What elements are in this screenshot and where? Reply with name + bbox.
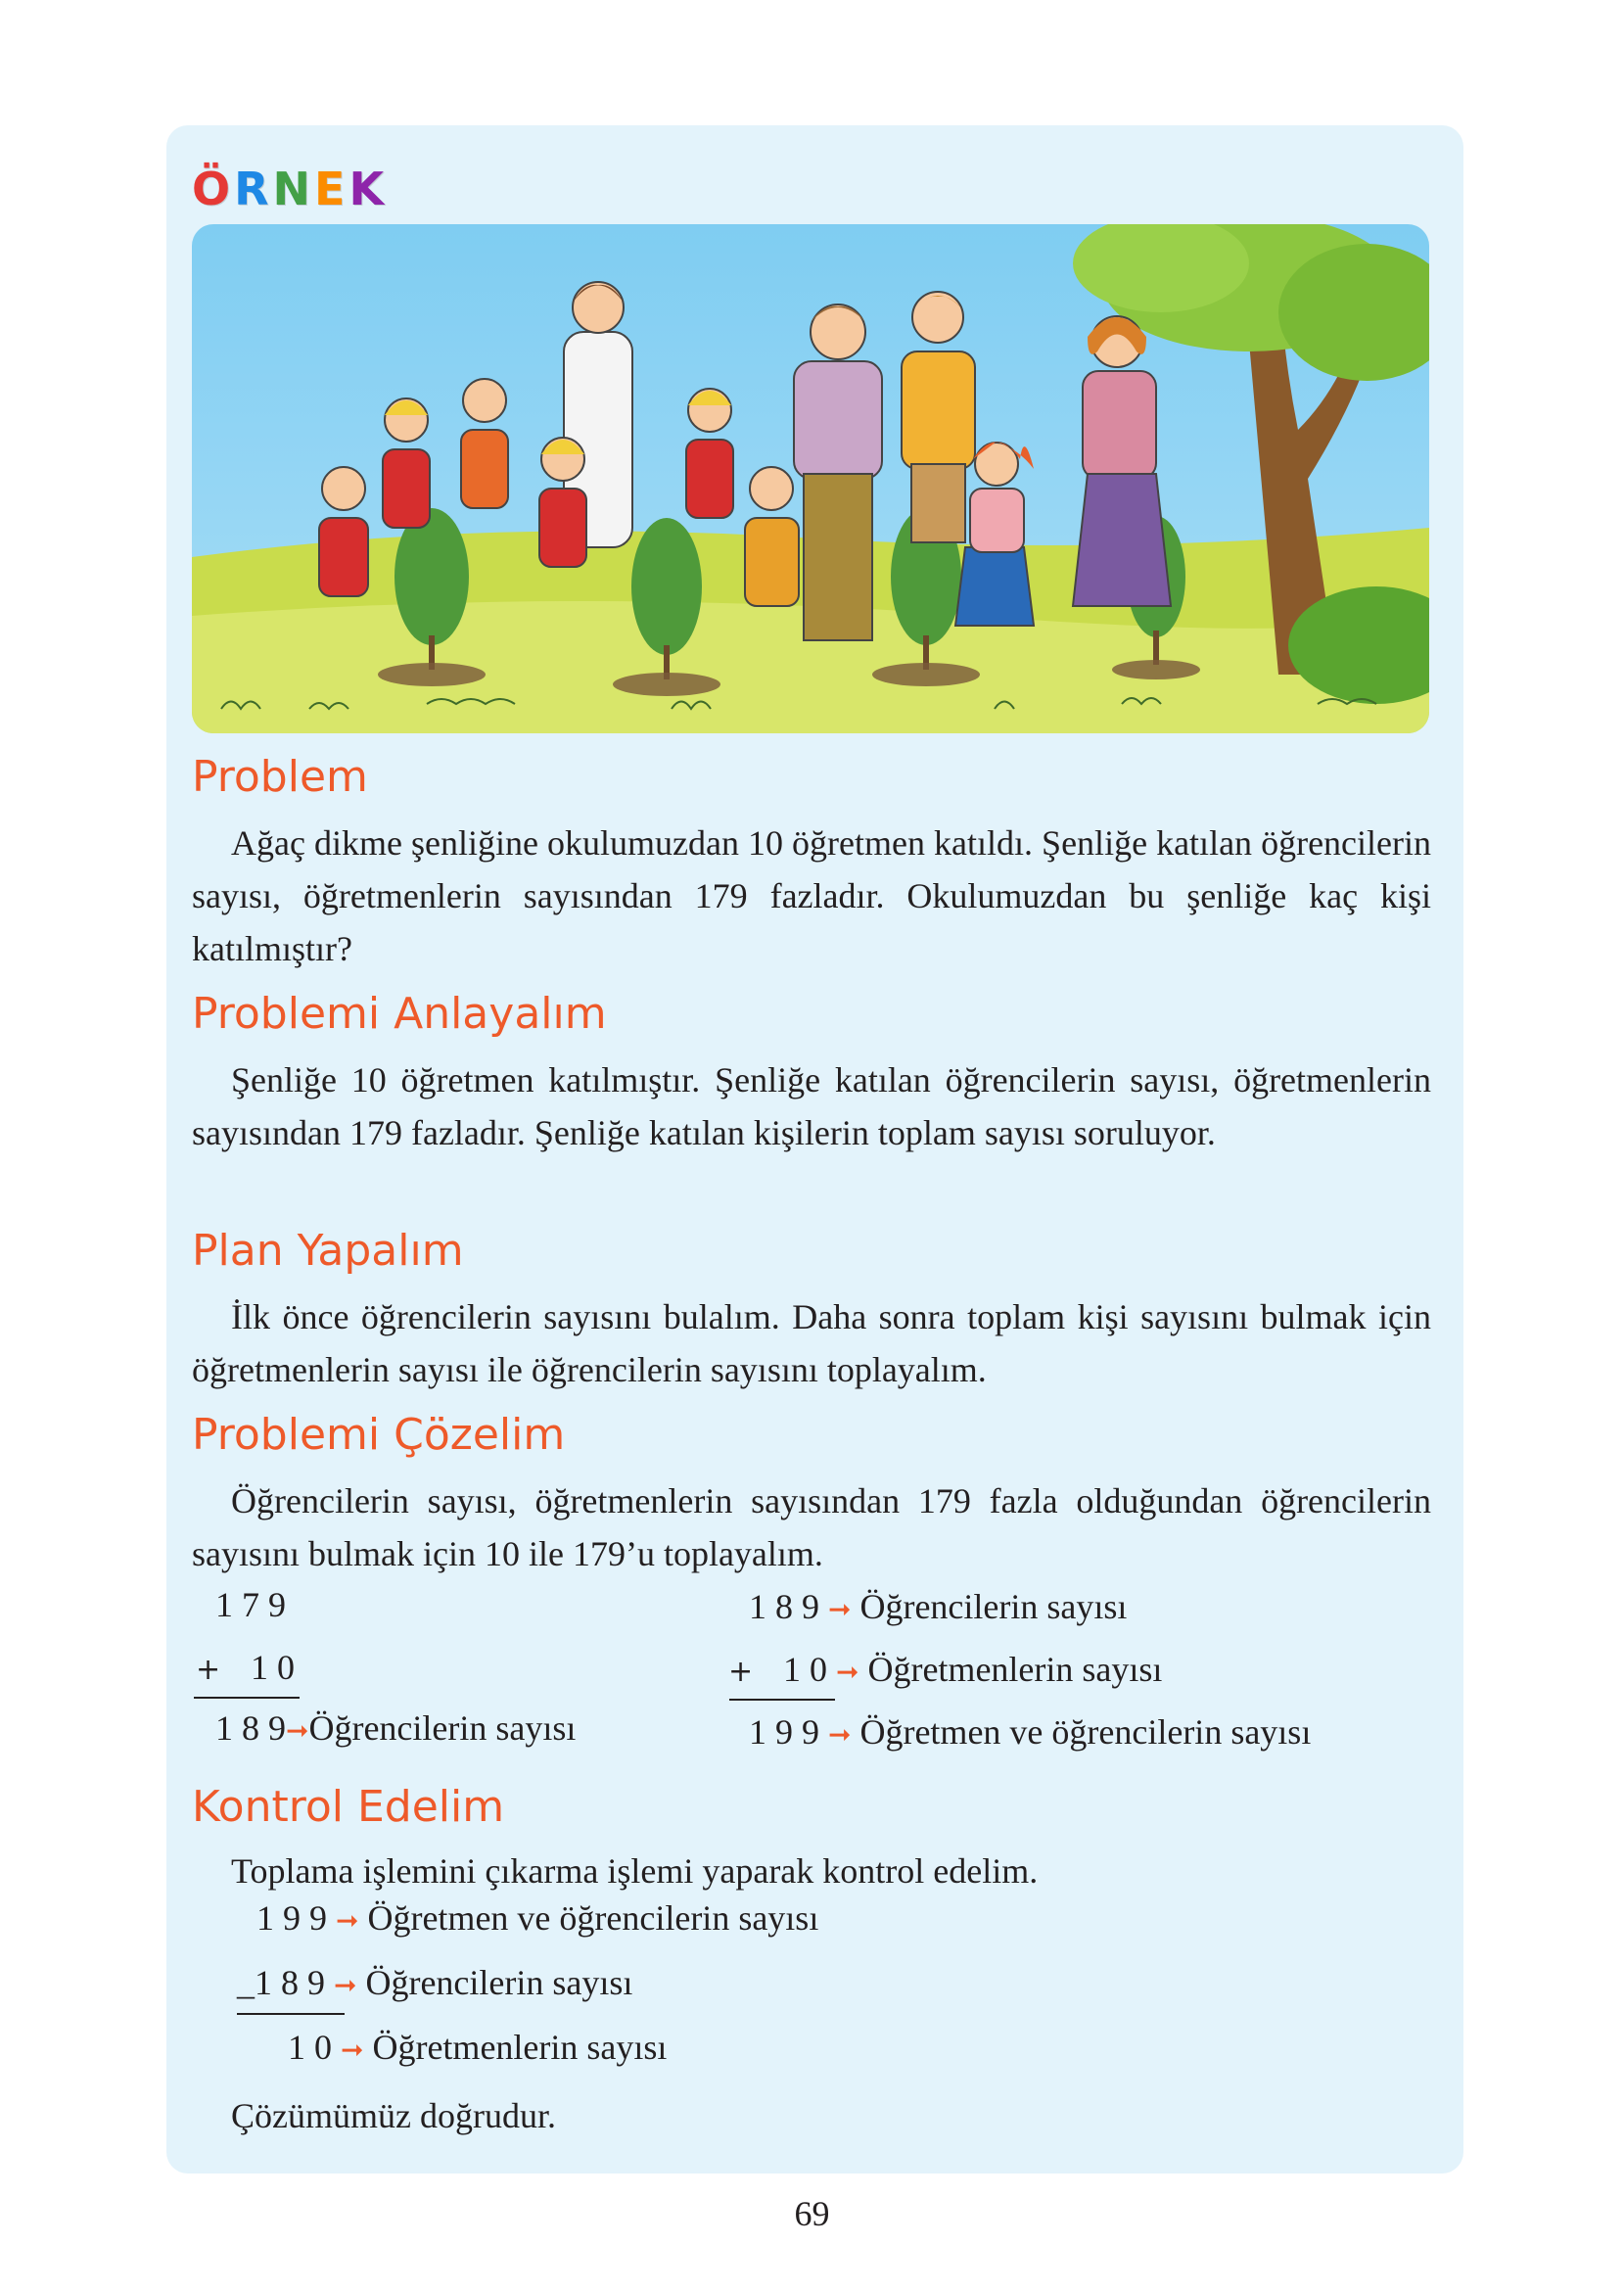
solve-heading: Problemi Çözelim: [192, 1410, 566, 1460]
plan-text: İlk önce öğrencilerin sayısını bulalım. Daha sonra toplam kişi sayısını bulmak için öğretmenlerin sayısı ile öğrencilerin sayısını toplayalım.: [192, 1297, 1431, 1389]
check-heading: Kontrol Edelim: [192, 1782, 505, 1832]
addend-a: 1 8 9: [749, 1587, 819, 1626]
subtrahend-label: Öğrencilerin sayısı: [365, 1963, 633, 2002]
sum-line: [194, 1697, 300, 1699]
example-letter: R: [234, 163, 270, 215]
difference-row: [288, 2027, 667, 2068]
arrow-icon: ➞: [341, 2034, 364, 2066]
example-letter: K: [348, 163, 386, 215]
difference-line: [237, 2013, 345, 2015]
tree-planting-illustration: [192, 224, 1429, 733]
conclusion-text: Çözümümüz doğrudur.: [231, 2096, 556, 2135]
arrow-icon: ➞: [334, 1969, 357, 2001]
addend-b: 1 0: [783, 1650, 827, 1689]
understand-heading: Problemi Anlayalım: [192, 989, 607, 1039]
addend-a-label: Öğrencilerin sayısı: [859, 1587, 1128, 1626]
arrow-icon: ➞: [836, 1656, 859, 1688]
example-card: [166, 125, 1463, 2174]
problem-text: Ağaç dikme şenliğine okulumuzdan 10 öğretmen katıldı. Şenliğe katılan öğrencilerin sayısı, öğretmenlerin sayısından 179 fazladır. Okulumuzdan bu şenliğe kaç kişi katılmıştır?: [192, 823, 1431, 968]
arrow-icon: ➞: [828, 1718, 852, 1751]
example-letter: N: [272, 163, 312, 215]
minus-sign: _: [237, 1963, 255, 2002]
sum-label: Öğretmen ve öğrencilerin sayısı: [859, 1712, 1312, 1752]
plan-heading: Plan Yapalım: [192, 1226, 464, 1276]
addend-b: 1 0: [251, 1648, 295, 1687]
page-number: 69: [794, 2194, 830, 2233]
subtrahend-row: [237, 1962, 632, 2003]
sum-label: Öğrencilerin sayısı: [308, 1708, 577, 1748]
example-letter: Ö: [192, 163, 232, 215]
sum-line: [729, 1699, 835, 1701]
check-text: Toplama işlemini çıkarma işlemi yaparak kontrol edelim.: [231, 1851, 1039, 1891]
arrow-icon: ➞: [336, 1904, 359, 1937]
sum-value: 1 8 9: [215, 1708, 286, 1748]
minuend-row: [256, 1897, 818, 1939]
sum-row: [215, 1707, 576, 1749]
difference: 1 0: [288, 2028, 332, 2067]
solve-text: Öğrencilerin sayısı, öğretmenlerin sayısından 179 fazla olduğundan öğrencilerin sayısını bulmak için 10 ile 179’u toplayalım.: [192, 1481, 1431, 1573]
addend-b-row: [783, 1649, 1162, 1690]
plus-sign: +: [728, 1655, 754, 1689]
minuend: 1 9 9: [256, 1898, 327, 1938]
subtrahend: 1 8 9: [255, 1963, 325, 2002]
sum-row: [749, 1711, 1311, 1753]
addend-a: 1 7 9: [215, 1585, 286, 1624]
example-letter: E: [314, 163, 347, 215]
arrow-icon: ➞: [828, 1593, 852, 1625]
problem-heading: Problem: [192, 752, 368, 802]
addend-b-label: Öğretmenlerin sayısı: [867, 1650, 1163, 1689]
arrow-icon: ➞: [286, 1714, 309, 1747]
understand-text: Şenliğe 10 öğretmen katılmıştır. Şenliğe katılan öğrencilerin sayısı, öğretmenlerin sayısından 179 fazladır. Şenliğe katılan kişilerin toplam sayısı soruluyor.: [192, 1060, 1431, 1152]
sum-value: 1 9 9: [749, 1712, 819, 1752]
example-label: [192, 163, 385, 215]
minuend-label: Öğretmen ve öğrencilerin sayısı: [367, 1898, 819, 1938]
plus-sign: +: [196, 1653, 221, 1687]
difference-label: Öğretmenlerin sayısı: [372, 2028, 668, 2067]
addend-a-row: [749, 1586, 1127, 1627]
